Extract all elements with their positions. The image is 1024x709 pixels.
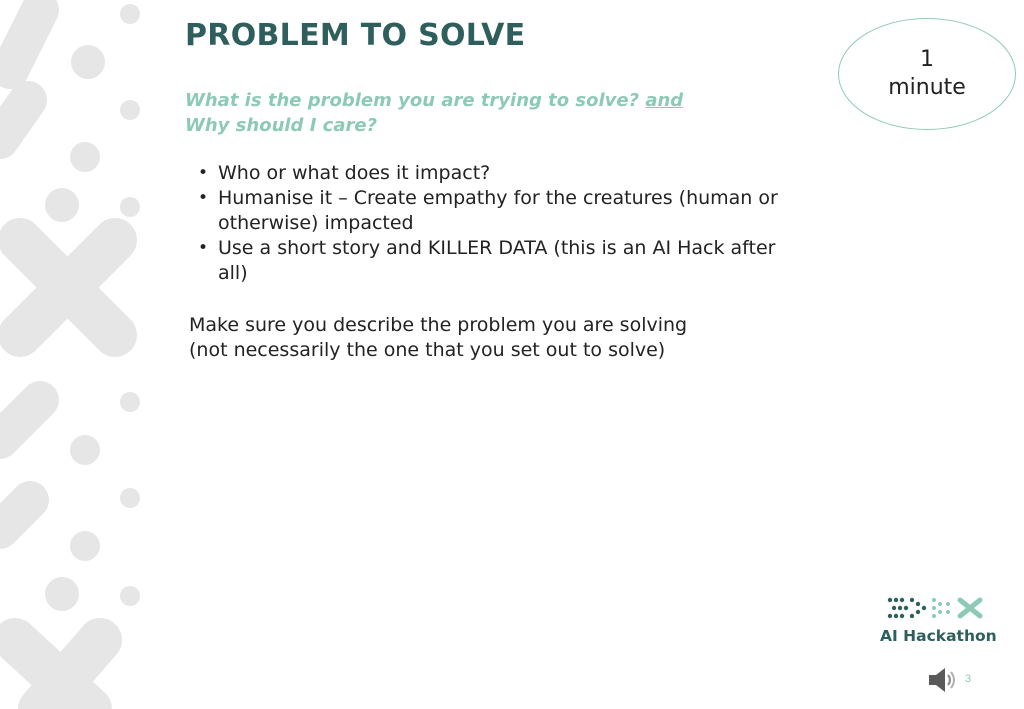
subtitle-and: and [645,90,684,111]
decorative-pattern [0,0,150,709]
timer-badge [838,18,1016,130]
note-line-2: (not necessarily the one that you set out to solve) [189,339,666,361]
ai-hackathon-logo [880,595,1010,645]
subtitle-question: What is the problem you are trying to solve? [185,90,640,111]
ai-hackathon-dots-logo-icon [886,595,986,621]
timer-unit: minute [888,75,966,100]
logo-text: AI Hackathon [880,627,997,645]
bullet-item: • Humanise it – Create empathy for the creatures (human or otherwise) impacted [190,186,790,236]
slide-title: PROBLEM TO SOLVE [185,18,526,53]
bullet-item: • Who or what does it impact? [190,161,790,186]
slide-subtitle [185,88,683,138]
bullet-item: • Use a short story and KILLER DATA (this is an AI Hack after all) [190,236,790,286]
slide-note [189,313,789,363]
speaker-icon[interactable] [926,664,958,696]
subtitle-why: Why should I care? [185,115,378,136]
page-number: 3 [965,673,972,685]
note-line-1: Make sure you describe the problem you are solving [189,314,688,336]
timer-value: 1 [920,47,934,72]
bullet-list [190,161,790,286]
